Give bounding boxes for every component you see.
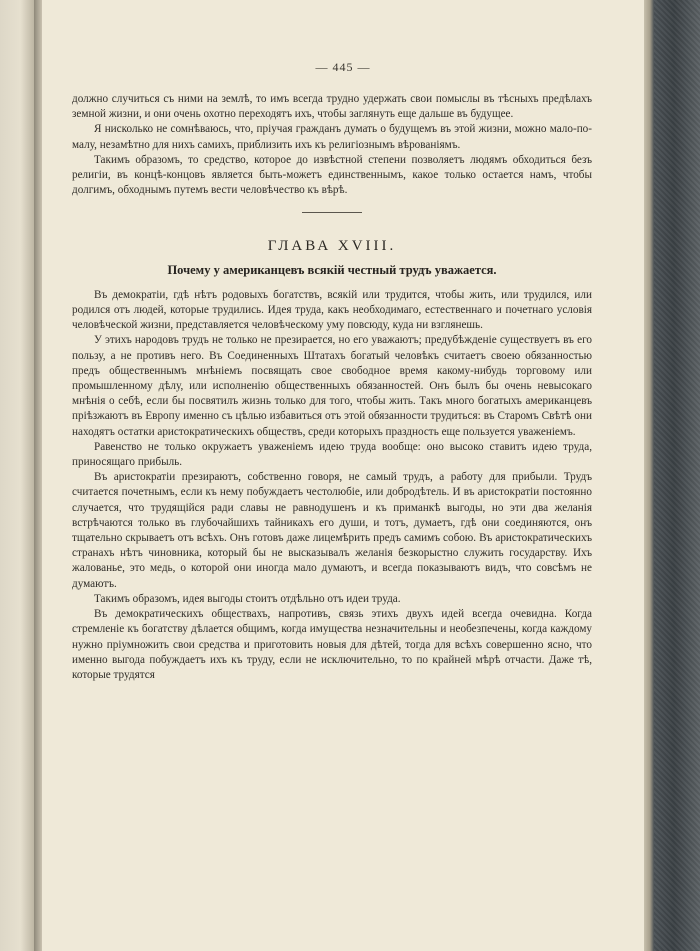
paragraph: Въ аристократіи презираютъ, собственно говоря, не самый трудъ, а работу для прибыли. Трудъ считается почетнымъ, если къ нему побуждаетъ честолюбіе, или добродѣтель. И въ аристократіи постоянно случается, что трудящійся ради славы не равнодушенъ и къ приманкѣ выгоды, но эти два желанія встрѣчаются только въ глубочайшихъ тайникахъ его души, и тотъ, думаетъ, гдѣ они соединяются, онъ тщательно скрываетъ отъ всѣхъ. Онъ готовъ даже лицемѣрить предъ самимъ собою. Въ аристократическихъ странахъ нѣтъ чиновника, который бы не высказывалъ желанія безкорыстно служить государству. Ихъ жалованье, это медь, о которой они иногда мало думаютъ, и всегда показываютъ видъ, что совсѣмъ не думаютъ. (72, 471, 592, 590)
left-page-edge (0, 0, 34, 951)
book-gutter (34, 0, 42, 951)
paragraph: должно случиться съ ними на землѣ, то имъ всегда трудно удержать свои помыслы въ тѣсныхъ предѣлахъ земной жизни, и они очень охотно переходятъ ихъ, чтобы заглянуть еще дальше въ будущее. (72, 93, 592, 121)
chapter-title: Почему у американцевъ всякій честный трудъ уважается. (167, 262, 497, 277)
paragraph: Равенство не только окружаетъ уваженіемъ идею труда вообще: оно высоко ставитъ идею труда, приносящаго прибыль. (72, 440, 592, 469)
paragraph: Въ демократическихъ обществахъ, напротивъ, связь этихъ двухъ идей всегда очевидна. Когда стремленіе къ богатству дѣлается общимъ, когда имущества незначительны и необезпечены, когда каждому нужно пріумножить свои средства и приготовить новыя для дѣтей, тогда для всѣхъ совершенно ясно, что именно выгода побуждаетъ ихъ къ труду, если не исключительно, то по крайней мѣрѣ отчасти. Даже тѣ, которые трудятся (72, 608, 592, 681)
paragraph: Такимъ образомъ, то средство, которое до извѣстной степени позволяетъ людямъ обходиться безъ религіи, въ концѣ-концовъ является быть-можетъ единственнымъ, какое только остается намъ, чтобы долгимъ, обходнымъ путемъ вести человѣчество къ вѣрѣ. (72, 153, 592, 197)
page-number: — 445 — (315, 60, 371, 74)
paragraph: Въ демократіи, гдѣ нѣтъ родовыхъ богатствъ, всякій или трудится, чтобы жить, или трудился, или родился отъ людей, которые трудились. Идея труда, какъ необходимаго, естественнаго и почетнаго условія человѣческой жизни, представляется человѣческому уму повсюду, куда ни взглянешь. (72, 288, 592, 332)
book-page (42, 0, 644, 951)
paragraph: Такимъ образомъ, идея выгоды стоитъ отдѣльно отъ идеи труда. (94, 592, 401, 605)
chapter-number: ГЛАВА XVIII. (267, 238, 397, 255)
book-binding (644, 0, 700, 951)
paragraph: У этихъ народовъ трудъ не только не презирается, но его уважаютъ; предубѣжденіе существуетъ въ его пользу, а не противъ него. Въ Соединенныхъ Штатахъ богатый человѣкъ считаетъ своею обязанностью предъ общественнымъ мнѣніемъ посвящать свое свободное время какому-нибудь торговому или промышленному дѣлу, или исполненію общественныхъ обязанностей. Онъ былъ бы очень невысокаго мнѣнія о себѣ, если бы посвятилъ жизнь только для того, чтобы жить. Такъ много богатыхъ американцевъ пріѣзжаютъ въ Европу именно съ цѣлью избавиться отъ этой обязанности трудиться: въ Старомъ Свѣтѣ они находятъ остатки аристократическихъ обществъ, среди которыхъ праздность еще пользуется уваженіемъ. (72, 334, 592, 438)
page-text (72, 58, 592, 683)
paragraph: Я нисколько не сомнѣваюсь, что, пріучая гражданъ думать о будущемъ въ этой жизни, можно мало-по-малу, незамѣтно для нихъ самихъ, приблизить ихъ къ религіознымъ вѣрованіямъ. (72, 123, 592, 151)
section-divider (302, 212, 362, 213)
